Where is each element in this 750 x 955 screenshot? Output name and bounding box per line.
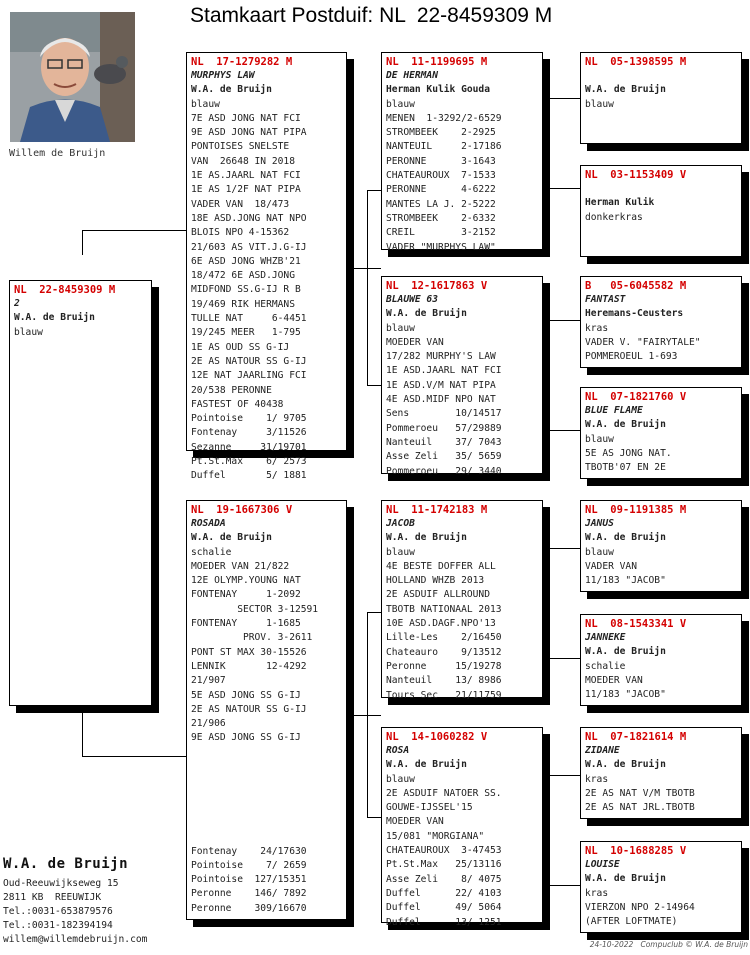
pedigree-note: 2E AS NAT V/M TBOTB [585,787,695,799]
breeder-name: W.A. de Bruijn [585,759,666,771]
pedigree-note: Chateauro 9/13512 [386,646,502,658]
mother-results [191,845,307,916]
pedigree-note: PONT ST MAX 30-15526 [191,646,307,658]
breeder-name: W.A. de Bruijn [386,308,467,320]
connector [543,885,580,886]
pigeon-color: blauw [585,98,614,110]
breeder-name: W.A. de Bruijn [191,84,272,96]
pedigree-note: 4E ASD.MIDF NPO NAT [386,394,496,406]
pedigree-note: VIERZON NPO 2-14964 [585,901,695,913]
pedigree-note: Nanteuil 13/ 8986 [386,675,502,687]
pedigree-note: 1E AS 1/2F NAT PIPA [191,184,301,196]
pedigree-note: 2E ASDUIF NATOER SS. [386,787,502,799]
pedigree-note: MIDFOND SS.G-IJ R B [191,284,301,296]
pedigree-note: LENNIK 12-4292 [191,660,307,672]
pedigree-note: TBOTB'07 EN 2E [585,462,666,474]
pedigree-note: PONTOISES SNELSTE [191,141,290,153]
pigeon-name: ROSA [386,745,410,756]
pedigree-note: VADER "MURPHYS LAW" [386,241,496,253]
breeder-name: W.A. de Bruijn [386,532,467,544]
pedigree-card-mm[interactable] [381,727,543,928]
pedigree-note: 9E ASD JONG NAT PIPA [191,127,307,139]
owner-name: W.A. de Bruijn [3,856,129,872]
connector [543,548,544,658]
pigeon-name: JANNEKE [585,632,626,643]
owner-email-link[interactable]: willem@willemdebruijn.com [3,934,148,945]
pedigree-note: 2E AS NAT JRL.TBOTB [585,802,695,814]
pedigree-card-subject[interactable] [9,280,152,706]
pigeon-color: blauw [191,98,220,110]
ring-number: NL 17-1279282 M [191,56,293,68]
pigeon-name [585,182,737,196]
pedigree-note: 18E ASD.JONG NAT NPO [191,212,307,224]
ring-number: NL 09-1191385 M [585,504,687,516]
pigeon-color: schalie [585,660,626,672]
pedigree-note: 5E AS JONG NAT. [585,447,672,459]
pedigree-note: PROV. 3-2611 [191,632,313,644]
pedigree-card-mff[interactable] [580,500,742,592]
owner-address: Oud-Reeuwijkseweg 15 [3,878,119,889]
connector [82,230,186,231]
pedigree-note: Duffel 22/ 4103 [386,887,502,899]
race-result: Pointoise 127/15351 [191,874,307,886]
connector [82,706,83,756]
ring-number: B 05-6045582 M [585,280,687,292]
connector [543,430,580,431]
pigeon-color: blauw [386,322,415,334]
pigeon-name: LOUISE [585,859,620,870]
pigeon-color: kras [585,773,609,785]
pedigree-card-ff[interactable] [381,52,543,253]
pigeon-color: kras [585,322,609,334]
pedigree-card-mother[interactable] [186,500,347,920]
pedigree-note: 5E ASD JONG SS G-IJ [191,689,301,701]
page-title: Stamkaart Postduif: NL 22-8459309 M [190,4,553,27]
breeder-name: Herman Kulik Gouda [386,84,490,96]
pedigree-note: Nanteuil 37/ 7043 [386,436,502,448]
pigeon-name [585,69,737,83]
pedigree-note: 21/906 [191,718,226,730]
pedigree-note: 19/469 RIK HERMANS [191,298,295,310]
connector [543,98,544,188]
owner-photo [10,12,135,142]
owner-phone-1: Tel.:0031-653879576 [3,906,113,917]
pedigree-note: SECTOR 3-12591 [191,603,319,615]
ring-number: NL 11-1742183 M [386,504,488,516]
ring-number: NL 10-1688285 V [585,845,687,857]
breeder-name: W.A. de Bruijn [585,873,666,885]
pedigree-note: Lille-Les 2/16450 [386,632,502,644]
pedigree-note: 1E AS OUD SS G-IJ [191,341,290,353]
pedigree-note: Tours Sec 21/11759 [386,689,502,701]
pigeon-name: JACOB [386,518,415,529]
pedigree-card-father[interactable] [186,52,347,482]
pedigree-note: Asse Zeli 35/ 5659 [386,451,502,463]
breeder-name: W.A. de Bruijn [14,312,95,324]
pigeon-color: blauw [14,326,43,338]
pedigree-note: 2E AS NATOUR SS G-IJ [191,703,307,715]
pedigree-note: 1E ASD.V/M NAT PIPA [386,379,496,391]
pedigree-note: Duffel 13/ 1251 [386,916,502,928]
pedigree-note: Duffel 49/ 5064 [386,902,502,914]
pigeon-name: JANUS [585,518,614,529]
connector [347,715,381,716]
breeder-name: W.A. de Bruijn [585,646,666,658]
connector [543,320,544,430]
connector [347,268,381,269]
owner-phone-2: Tel.:0031-182394194 [3,920,113,931]
ring-number: NL 11-1199695 M [386,56,488,68]
pedigree-note: Peronne 15/19278 [386,660,502,672]
pigeon-name: 2 [14,298,20,309]
pedigree-note: 21/907 [191,675,226,687]
ring-number: NL 14-1060282 V [386,731,488,743]
ring-number: NL 07-1821614 M [585,731,687,743]
pedigree-note: STROMBEEK 2-2925 [386,127,496,139]
pedigree-note: 12E NAT JAARLING FCI [191,370,307,382]
pedigree-note: 20/538 PERONNE [191,384,272,396]
pigeon-color: blauw [585,433,614,445]
ring-number: NL 19-1667306 V [191,504,293,516]
pedigree-note: MANTES LA J. 2-5222 [386,198,496,210]
breeder-name: W.A. de Bruijn [585,84,666,96]
pedigree-note: GOUWE-IJSSEL'15 [386,802,473,814]
pedigree-note: Pommeroeu 57/29889 [386,422,502,434]
pedigree-note: Sezanne 31/19701 [191,441,307,453]
breeder-name: W.A. de Bruijn [386,759,467,771]
pedigree-note: (AFTER LOFTMATE) [585,916,678,928]
pedigree-note: 19/245 MEER 1-795 [191,327,301,339]
pedigree-note: Duffel 5/ 1881 [191,470,307,482]
pedigree-note: BLOIS NPO 4-15362 [191,227,290,239]
owner-city: 2811 KB REEUWIJK [3,892,102,903]
pedigree-note: 12E OLYMP.YOUNG NAT [191,575,301,587]
pedigree-note: VADER VAN [585,560,637,572]
pedigree-note: VADER VAN 18/473 [191,198,290,210]
breeder-name: Herman Kulik [585,197,655,209]
pedigree-note: 11/183 "JACOB" [585,575,666,587]
pedigree-card-fm[interactable] [381,276,543,477]
connector [367,612,368,817]
pedigree-note: 7E ASD JONG NAT FCI [191,112,301,124]
pedigree-note: Pointoise 1/ 9705 [191,413,307,425]
pigeon-color: blauw [585,546,614,558]
pigeon-name: BLUE FLAME [585,405,643,416]
pedigree-note: 6E ASD JONG WHZB'21 [191,255,301,267]
pigeon-name: ROSADA [191,518,226,529]
breeder-name: Heremans-Ceusters [585,308,684,320]
print-credit: 24-10-2022 Compuclub © W.A. de Bruijn [589,940,748,949]
pedigree-card-fff[interactable] [580,52,742,144]
connector [367,190,368,385]
connector [543,775,580,776]
pedigree-note: Sens 10/14517 [386,408,502,420]
connector [543,188,580,189]
connector [82,230,83,255]
connector [367,385,381,386]
pedigree-card-fmf[interactable] [580,276,742,368]
pedigree-note: 9E ASD JONG SS G-IJ [191,732,301,744]
pigeon-name: DE HERMAN [386,70,438,81]
pedigree-note: 21/603 AS VIT.J.G-IJ [191,241,307,253]
pigeon-color: kras [585,887,609,899]
pedigree-note: FONTENAY 1-2092 [191,589,301,601]
ring-number: NL 07-1821760 V [585,391,687,403]
connector [543,548,580,549]
pedigree-note: STROMBEEK 2-6332 [386,212,496,224]
ring-number: NL 12-1617863 V [386,280,488,292]
pedigree-note: 2E ASDUIF ALLROUND [386,589,490,601]
pedigree-note: CHATEAUROUX 3-47453 [386,845,502,857]
pedigree-note: Asse Zeli 8/ 4075 [386,873,502,885]
pedigree-note: CREIL 3-2152 [386,227,496,239]
pedigree-note: MENEN 1-3292/2-6529 [386,112,502,124]
pedigree-note: PERONNE 4-6222 [386,184,496,196]
pedigree-card-fmm[interactable] [580,387,742,479]
pedigree-note: PERONNE 3-1643 [386,155,496,167]
pedigree-note: TULLE NAT 6-4451 [191,313,307,325]
pedigree-card-mmm[interactable] [580,841,742,933]
pigeon-name: FANTAST [585,294,626,305]
pedigree-note: VAN 26648 IN 2018 [191,155,295,167]
pedigree-note: Pommeroeu 29/ 3440 [386,465,502,477]
breeder-name: W.A. de Bruijn [585,532,666,544]
connector [367,190,381,191]
pedigree-note: 4E BESTE DOFFER ALL [386,560,496,572]
pedigree-note: 15/081 "MORGIANA" [386,830,485,842]
pedigree-note: 10E ASD.DAGF.NPO'13 [386,618,496,630]
pigeon-name: BLAUWE 63 [386,294,438,305]
pigeon-color: donkerkras [585,211,643,223]
photo-caption: Willem de Bruijn [9,148,106,159]
connector [82,756,186,757]
race-result: Peronne 309/16670 [191,902,307,914]
pigeon-color: schalie [191,546,232,558]
pedigree-note: Fontenay 3/11526 [191,427,307,439]
connector [543,658,580,659]
connector [367,612,381,613]
pedigree-note: Pt.St.Max 6/ 2573 [191,456,307,468]
pedigree-note: POMMEROEUL 1-693 [585,351,678,363]
race-result: Peronne 146/ 7892 [191,888,307,900]
pedigree-note: 1E ASD.JAARL NAT FCI [386,365,502,377]
connector [367,817,381,818]
pedigree-note: CHATEAUROUX 7-1533 [386,170,496,182]
race-result: Fontenay 24/17630 [191,845,307,857]
pedigree-note: 11/183 "JACOB" [585,689,666,701]
pedigree-note: TBOTB NATIONAAL 2013 [386,603,502,615]
pigeon-name: ZIDANE [585,745,620,756]
ring-number: NL 03-1153409 V [585,169,687,181]
pedigree-note: FASTEST OF 40438 [191,398,284,410]
pigeon-name: MURPHYS LAW [191,70,255,81]
race-result: Pointoise 7/ 2659 [191,859,307,871]
breeder-name: W.A. de Bruijn [585,419,666,431]
pedigree-card-mfm[interactable] [580,614,742,706]
breeder-name: W.A. de Bruijn [191,532,272,544]
pigeon-color: blauw [386,773,415,785]
pedigree-card-ffm[interactable] [580,165,742,257]
pedigree-note: VADER V. "FAIRYTALE" [585,336,701,348]
pigeon-color: blauw [386,98,415,110]
connector [543,320,580,321]
pedigree-note: MOEDER VAN [386,816,444,828]
ring-number: NL 05-1398595 M [585,56,687,68]
connector [543,98,580,99]
pedigree-note: MOEDER VAN 21/822 [191,560,290,572]
pedigree-note: 1E AS.JAARL NAT FCI [191,170,301,182]
pedigree-note: 18/472 6E ASD.JONG [191,270,295,282]
pigeon-color: blauw [386,546,415,558]
pedigree-note: MOEDER VAN [585,674,643,686]
ring-number: NL 08-1543341 V [585,618,687,630]
pedigree-note: 2E AS NATOUR SS G-IJ [191,355,307,367]
ring-number: NL 22-8459309 M [14,284,116,296]
pedigree-note: Pt.St.Max 25/13116 [386,859,502,871]
connector [543,775,544,885]
pedigree-note: FONTENAY 1-1685 [191,618,301,630]
pedigree-note: MOEDER VAN [386,336,444,348]
pedigree-card-mmf[interactable] [580,727,742,819]
pedigree-note: NANTEUIL 2-17186 [386,141,502,153]
pedigree-note: 17/282 MURPHY'S LAW [386,351,496,363]
pedigree-note: HOLLAND WHZB 2013 [386,575,485,587]
pedigree-card-mf[interactable] [381,500,543,701]
